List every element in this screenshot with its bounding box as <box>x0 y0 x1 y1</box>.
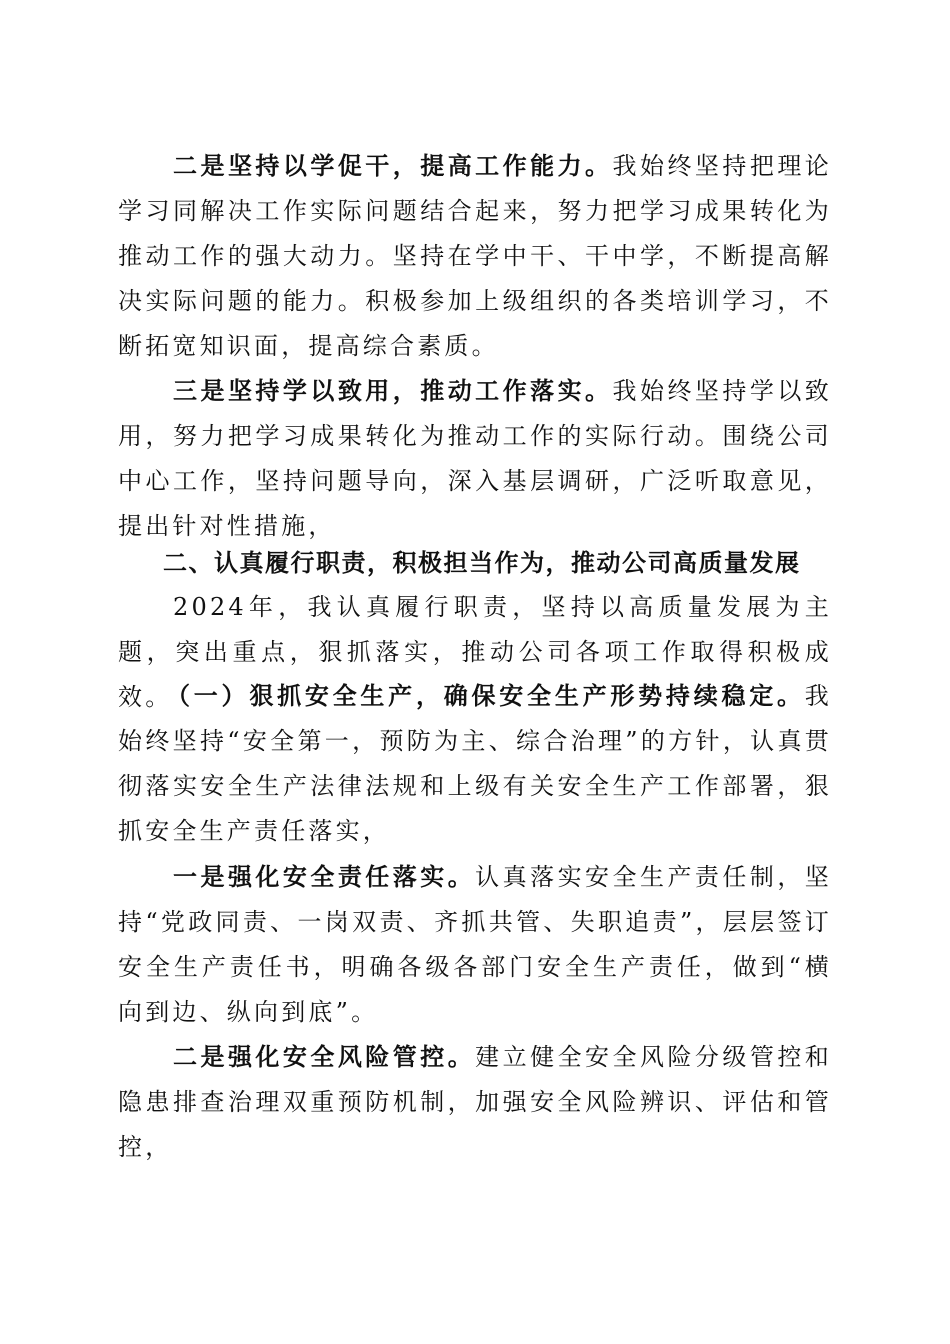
paragraph-body: 我始终坚持“安全第一，预防为主、综合治理”的方针，认真贯彻落实安全生产法律法规和上级有关安全生产工作部署，狠抓安全生产责任落实， <box>118 682 832 845</box>
paragraph-lead: （一）狠抓安全生产，确保安全生产形势持续稳定。 <box>166 681 805 710</box>
paragraph-lead: 一是强化安全责任落实。 <box>173 862 476 891</box>
paragraph-risk-control <box>118 1034 832 1170</box>
paragraph-body: 2024年，我认真履行职责，坚持以高质量发展为主题，突出重点，狠抓落实，推动公司各项工作取得积极成效。 <box>118 593 832 711</box>
paragraph-lead: 三是坚持学以致用，推动工作落实。 <box>173 376 613 405</box>
paragraph-lead: 二是强化安全风险管控。 <box>173 1042 476 1071</box>
paragraph-body: 我始终坚持学以致用，努力把学习成果转化为推动工作的实际行动。围绕公司中心工作，坚持问题导向，深入基层调研，广泛听取意见，提出针对性措施， <box>118 377 832 540</box>
paragraph-safety-responsibility <box>118 854 832 1035</box>
paragraph-body: 认真落实安全生产责任制，坚持“党政同责、一岗双责、齐抓共管、失职追责”，层层签订安全生产责任书，明确各级各部门安全生产责任，做到“横向到边、纵向到底”。 <box>118 863 832 1026</box>
paragraph-body: 我始终坚持把理论学习同解决工作实际问题结合起来，努力把学习成果转化为推动工作的强大动力。坚持在学中干、干中学，不断提高解决实际问题的能力。积极参加上级组织的各类培训学习，不断拓宽知识面，提高综合素质。 <box>118 152 832 360</box>
section-heading: 二、认真履行职责，积极担当作为，推动公司高质量发展 <box>163 548 801 577</box>
paragraph-apply-learning <box>118 368 832 549</box>
paragraph-safety-production <box>118 673 832 854</box>
paragraph-body: 建立健全安全风险分级管控和隐患排查治理双重预防机制，加强安全风险辨识、评估和管控， <box>118 1043 832 1161</box>
paragraph-lead: 二是坚持以学促干，提高工作能力。 <box>173 151 613 180</box>
paragraph-learning-to-work <box>118 143 832 369</box>
